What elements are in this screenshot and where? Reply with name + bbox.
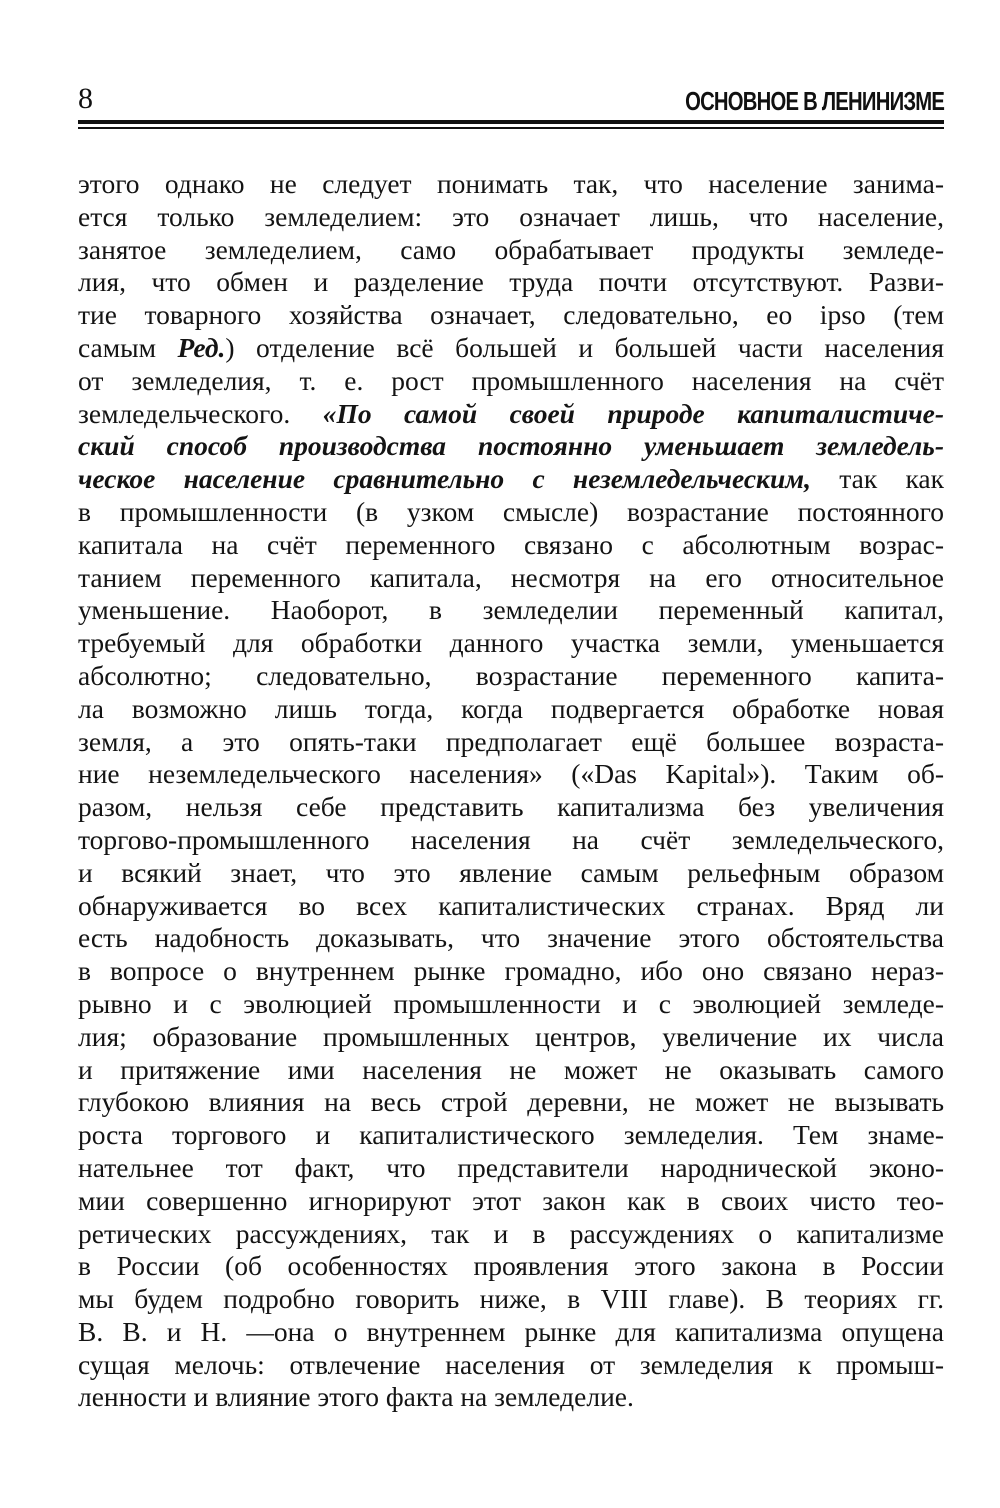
text-line: и всякий знает, что это явление самым рельефным образом	[78, 856, 944, 888]
text-segment: земледельческого.	[78, 397, 323, 429]
header-rule-thick	[78, 120, 944, 124]
text-line: сущая мелочь: отвлечение населения от земледелия к промыш-	[78, 1348, 944, 1380]
text-line: капитала на счёт переменного связано с абсолютным возрас-	[78, 528, 944, 560]
text-line: ется только земледелием: это означает лишь, что население,	[78, 200, 944, 232]
text-line: торгово-промышленного населения на счёт земледельческого,	[78, 823, 944, 855]
text-segment: так как	[811, 463, 944, 495]
text-line: и притяжение ими населения не может не оказывать самого	[78, 1053, 944, 1085]
text-line: нательнее тот факт, что представители народнической эконо-	[78, 1151, 944, 1183]
text-line: в вопросе о внутреннем рынке громадно, ибо оно связано нераз-	[78, 955, 944, 987]
italic-emphasis: ский способ производства постоянно уменьшает земледель-	[78, 430, 944, 462]
text-line: в России (об особенностях проявления этого закона в России	[78, 1250, 944, 1282]
text-line: ленности и влияние этого факта на земледелие.	[78, 1381, 634, 1413]
text-line: рывно и с эволюцией промышленности и с эволюцией земледе-	[78, 987, 944, 1019]
text-line: лия; образование промышленных центров, увеличение их числа	[78, 1020, 944, 1052]
italic-emphasis: «По самой своей природе капиталистиче-	[322, 397, 944, 429]
text-line: этого однако не следует понимать так, что население занима-	[78, 168, 944, 199]
text-line	[78, 430, 944, 463]
text-line: есть надобность доказывать, что значение этого обстоятельства	[78, 922, 944, 954]
text-line	[78, 463, 944, 496]
text-line: мии совершенно игнорируют этот закон как в своих чисто тео-	[78, 1184, 944, 1216]
text-line	[78, 332, 944, 365]
text-line: ретических рассуждениях, так и в рассуждениях о капитализме	[78, 1217, 944, 1249]
text-segment: самым	[78, 331, 178, 363]
body-text	[78, 168, 944, 1414]
text-line: тие товарного хозяйства означает, следовательно, ео ipso (тем	[78, 299, 944, 331]
text-line: роста торгового и капиталистического земледелия. Тем знаме-	[78, 1119, 944, 1151]
text-line: лия, что обмен и разделение труда почти отсутствуют. Разви-	[78, 266, 944, 298]
running-title: ОСНОВНОЕ В ЛЕНИНИЗМЕ	[684, 86, 944, 116]
text-line: мы будем подробно говорить ниже, в VIII главе). В теориях гг.	[78, 1283, 944, 1315]
text-line: требуемый для обработки данного участка земли, уменьшается	[78, 627, 944, 659]
text-line: уменьшение. Наоборот, в земледелии переменный капитал,	[78, 594, 944, 626]
text-line: ние неземледельческого населения» («Das Kapital»). Таким об-	[78, 758, 944, 790]
italic-emphasis: Ред.	[177, 331, 226, 363]
text-line: в промышленности (в узком смысле) возрастание постоянного	[78, 495, 944, 527]
text-line: танием переменного капитала, несмотря на его относительное	[78, 561, 944, 593]
text-line: В. В. и Н. —она о внутреннем рынке для капитализма опущена	[78, 1315, 944, 1347]
text-line: абсолютно; следовательно, возрастание переменного капита-	[78, 659, 944, 691]
page-number: 8	[78, 82, 93, 115]
italic-emphasis: ческое население сравнительно с неземледельческим,	[78, 463, 811, 495]
text-line	[78, 398, 944, 431]
text-line: разом, нельзя себе представить капитализма без увеличения	[78, 791, 944, 823]
text-line: обнаруживается во всех капиталистических странах. Вряд ли	[78, 889, 944, 921]
text-segment: ) отделение всё большей и большей части населения	[225, 331, 945, 363]
page-header	[78, 78, 944, 120]
text-line: ла возможно лишь тогда, когда подвергается обработке новая	[78, 692, 944, 724]
text-line: глубокою влияния на весь строй деревни, не может не вызывать	[78, 1086, 944, 1118]
text-line: занятое земледелием, само обрабатывает продукты земледе-	[78, 233, 944, 265]
text-line: от земледелия, т. е. рост промышленного населения на счёт	[78, 364, 944, 396]
text-line: земля, а это опять-таки предполагает ещё большее возраста-	[78, 725, 944, 757]
header-rule-thin	[78, 127, 944, 129]
